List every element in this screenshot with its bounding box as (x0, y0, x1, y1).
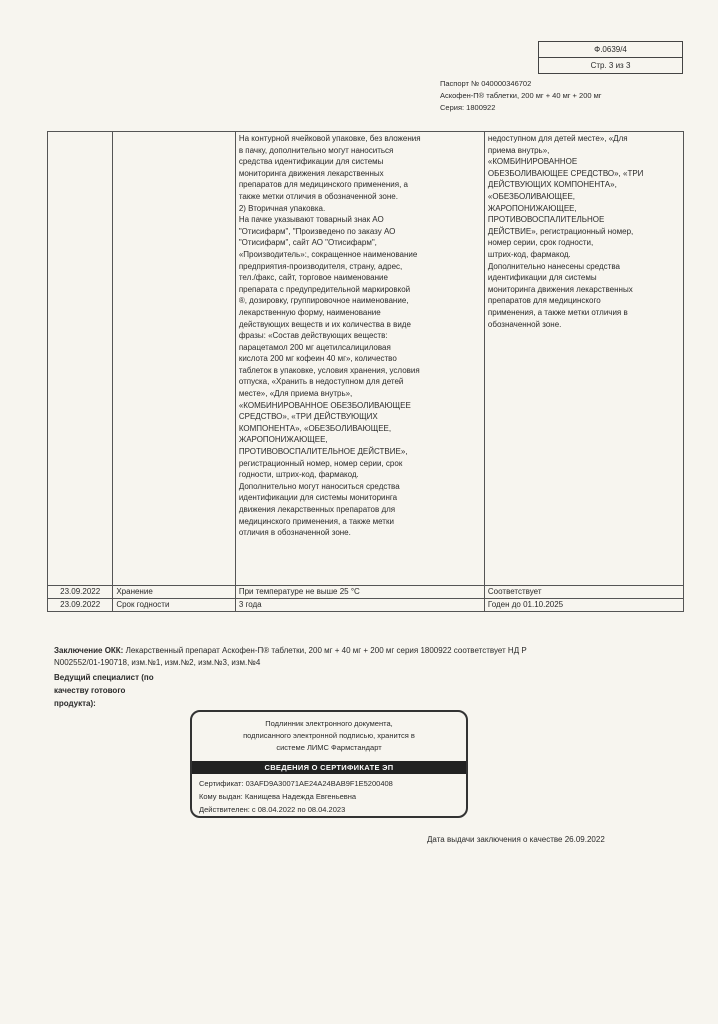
stamp-line: подписанного электронной подписью, хранится в (243, 731, 415, 740)
date-cell (48, 132, 113, 586)
passport-number: Паспорт № 040000346702 (440, 79, 532, 88)
stamp-line: системе ЛИМС Фармстандарт (276, 743, 382, 752)
table-row (48, 132, 684, 586)
requirement-cell: При температуре не выше 25 °С (235, 586, 484, 599)
specialist-label: Ведущий специалист (по качеству готового продукта): (54, 673, 154, 708)
series: Серия: 1800922 (440, 103, 496, 112)
conclusion-label: Заключение ОКК: (54, 646, 124, 655)
e-signature-stamp (190, 710, 468, 818)
result-text: недоступном для детей месте», «Для приема внутрь», «КОМБИНИРОВАННОЕ ОБЕЗБОЛИВАЮЩЕЕ СРЕДСТВО», «ТРИ ДЕЙСТВУЮЩИХ КОМПОНЕНТА», «ОБЕЗБОЛИВАЮЩЕЕ, ЖАРОПОНИЖАЮЩЕЕ, ПРОТИВОВОСПАЛИТЕЛЬНОЕ ДЕЙСТВИЕ», регистрационный номер, номер серии, срок годности, штрих-код, фармакод. Дополнительно нанесены средства идентификации для системы мониторинга движения лекарственных препаратов для медицинского применения, а также метки отличия в обозначенной зоне. (487, 134, 644, 329)
certificate-number: Сертификат: 03AFD9A30071AE24A24BAB9F1E5200408 (199, 779, 393, 788)
stamp-line: Подлинник электронного документа, (265, 719, 393, 728)
date-cell: 23.09.2022 (48, 586, 113, 599)
page-number: Стр. 3 из 3 (539, 57, 682, 73)
requirement-text: На контурной ячейковой упаковке, без вложения в пачку, дополнительно могут наноситься средства идентификации для системы мониторинга движения лекарственных препаратов для медицинского применения, а также метки отличия в обозначенной зоне. 2) Вторичная упаковка. На пачке указывают товарный знак АО "Отисифарм", "Произведено по заказу АО "Отисифарм", сайт АО "Отисифарм", «Производитель»:, сокращенное наименование предприятия-производителя, страну, адрес, тел./факс, сайт, торговое наименование препарата с предупредительной маркировкой ®, дозировку, группировочное наименование, лекарственную форму, наименование действующих веществ и их количества в виде фразы: «Состав действующих веществ: парацетамол 200 мг ацетилсалициловая кислота 200 мг кофеин 40 мг», количество таблеток в упаковке, условия хранения, условия отпуска, «Хранить в недоступном для детей месте», «Для приема внутрь», «КОМБИНИРОВАННОЕ ОБЕЗБОЛИВАЮЩЕЕ СРЕДСТВО», «ТРИ ДЕЙСТВУЮЩИХ КОМПОНЕНТА», «ОБЕЗБОЛИВАЮЩЕЕ, ЖАРОПОНИЖАЮЩЕЕ, ПРОТИВОВОСПАЛИТЕЛЬНОЕ ДЕЙСТВИЕ», регистрационный номер, номер серии, срок годности, штрих-код, фармакод. Дополнительно могут наноситься средства идентификации для системы мониторинга движения лекарственных препаратов для медицинского применения, а также метки отличия в обозначенной зоне. (238, 134, 421, 538)
stamp-certificate-info (192, 777, 466, 816)
result-cell: Соответствует (484, 586, 683, 599)
table-row (48, 599, 684, 612)
requirement-cell: 3 года (235, 599, 484, 612)
issue-date: Дата выдачи заключения о качестве 26.09.2022 (427, 835, 605, 844)
result-cell (484, 132, 683, 586)
form-code-box (538, 41, 683, 74)
date-cell: 23.09.2022 (48, 599, 113, 612)
conclusion (54, 645, 574, 669)
form-code: Ф.0639/4 (594, 45, 627, 54)
conclusion-text: Лекарственный препарат Аскофен-П® таблетки, 200 мг + 40 мг + 200 мг серия 1800922 соответствует НД Р N002552/01-190718, изм.№1, изм.№2, изм.№3, изм.№4 (54, 646, 527, 667)
indicator-cell: Срок годности (113, 599, 236, 612)
indicator-cell: Хранение (113, 586, 236, 599)
indicator-cell (113, 132, 236, 586)
table-row (48, 586, 684, 599)
certificate-owner: Кому выдан: Канищева Надежда Евгеньевна (199, 792, 357, 801)
quality-table (47, 131, 684, 612)
passport-block (440, 78, 602, 114)
stamp-title: СВЕДЕНИЯ О СЕРТИФИКАТЕ ЭП (192, 761, 466, 774)
product-name: Аскофен-П® таблетки, 200 мг + 40 мг + 200 мг (440, 91, 602, 100)
stamp-original-note (192, 718, 466, 754)
requirement-cell (235, 132, 484, 586)
result-cell: Годен до 01.10.2025 (484, 599, 683, 612)
certificate-validity: Действителен: с 08.04.2022 по 08.04.2023 (199, 805, 346, 814)
